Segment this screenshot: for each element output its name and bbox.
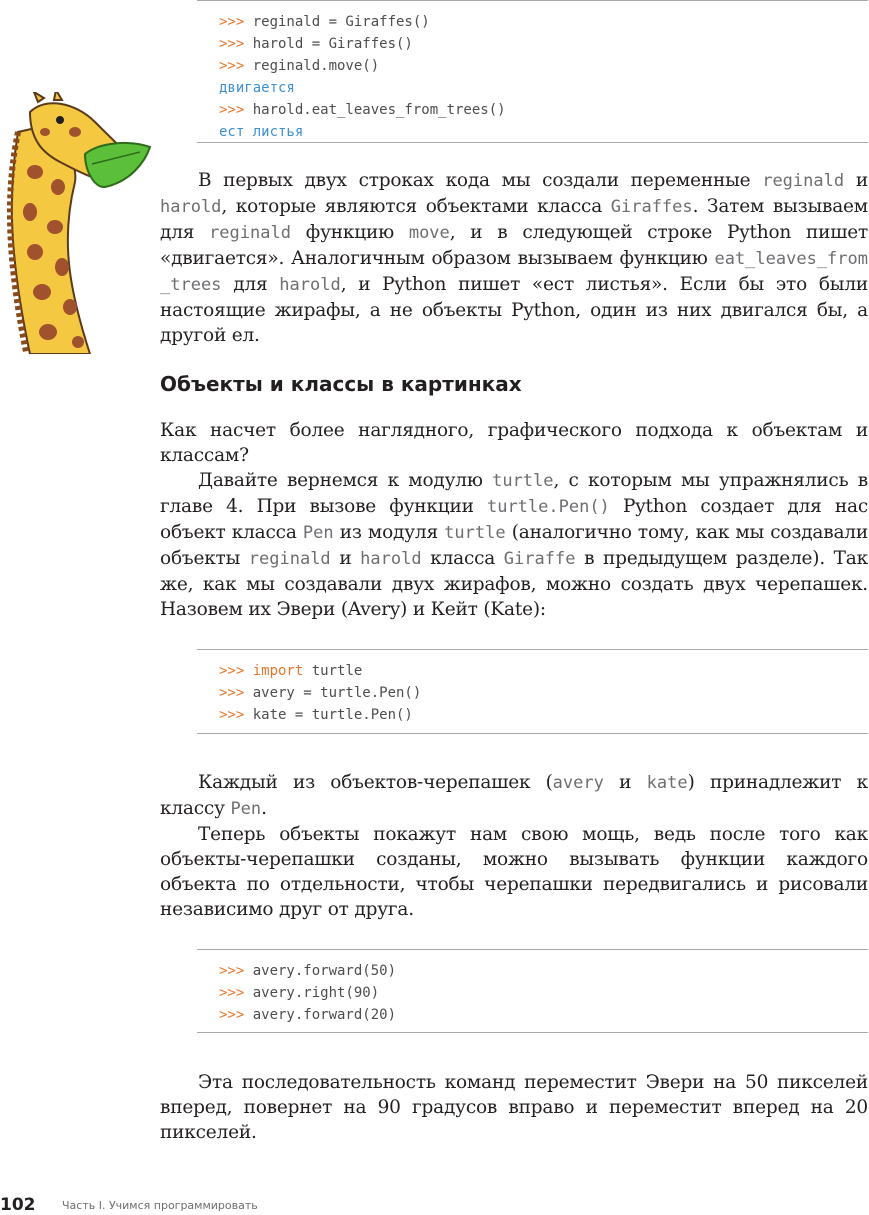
text: из модуля bbox=[333, 522, 445, 543]
text: , с которым мы упражнялись в главе 4. При вызове функции bbox=[160, 470, 868, 517]
code-output-line bbox=[197, 77, 868, 99]
code-text: kate = turtle.Pen() bbox=[252, 707, 413, 723]
inline-code: harold bbox=[160, 197, 222, 217]
code-prompt: >>> bbox=[219, 985, 253, 1001]
inline-code: turtle.Pen() bbox=[486, 497, 610, 517]
code-prompt: >>> bbox=[219, 58, 253, 74]
text: . Затем вызываем для bbox=[160, 196, 868, 243]
code-line bbox=[197, 55, 868, 77]
inline-code: Pen bbox=[302, 523, 334, 543]
paragraph-pen-class bbox=[160, 770, 868, 822]
code-text: avery.forward(20) bbox=[252, 1007, 397, 1023]
text: . bbox=[261, 798, 267, 819]
code-keyword: import bbox=[252, 663, 304, 679]
inline-code: avery bbox=[552, 773, 604, 793]
inline-code: harold bbox=[360, 549, 422, 569]
inline-code: kate bbox=[646, 773, 688, 793]
giraffe-illustration bbox=[0, 92, 160, 354]
code-block-giraffes bbox=[197, 0, 868, 143]
code-block-turtle-create bbox=[197, 649, 868, 734]
text: и bbox=[603, 772, 647, 793]
text: для bbox=[221, 274, 280, 295]
code-prompt: >>> bbox=[219, 685, 253, 701]
inline-code: turtle bbox=[444, 523, 506, 543]
code-line bbox=[197, 704, 868, 726]
code-output: двигается bbox=[219, 80, 295, 96]
code-line bbox=[197, 982, 868, 1004]
paragraph-turtle-objects bbox=[160, 770, 868, 922]
page-footer bbox=[0, 1195, 869, 1215]
inline-code: move bbox=[408, 223, 450, 243]
inline-code: turtle bbox=[492, 471, 554, 491]
code-text: harold.eat_leaves_from_trees() bbox=[252, 102, 506, 118]
code-line bbox=[197, 660, 868, 682]
code-prompt: >>> bbox=[219, 707, 253, 723]
code-output-line bbox=[197, 121, 868, 143]
code-text: reginald = Giraffes() bbox=[252, 14, 430, 30]
page-number: 102 bbox=[0, 1195, 36, 1215]
paragraph-turtle-module bbox=[160, 468, 868, 622]
code-text: avery = turtle.Pen() bbox=[252, 685, 422, 701]
inline-code: Giraffes bbox=[610, 197, 693, 217]
code-prompt: >>> bbox=[219, 963, 253, 979]
text: Каждый из объектов-черепашек ( bbox=[198, 772, 553, 793]
running-footer: Часть I. Учимся программировать bbox=[62, 1199, 258, 1212]
code-line bbox=[197, 99, 868, 121]
code-output: ест листья bbox=[219, 124, 304, 140]
code-block-turtle-move bbox=[197, 949, 868, 1033]
code-line bbox=[197, 1004, 868, 1026]
code-text: avery.right(90) bbox=[252, 985, 380, 1001]
code-line bbox=[197, 960, 868, 982]
code-prompt: >>> bbox=[219, 36, 253, 52]
inline-code: eat_leaves_from_trees bbox=[160, 249, 868, 295]
text: и bbox=[330, 548, 361, 569]
code-prompt: >>> bbox=[219, 1007, 253, 1023]
paragraph-text: Эта последовательность команд переместит Эвери на 50 пикселей вперед, повернет на 90 градусов вправо и переместит вперед на 20 пикселей. bbox=[160, 1072, 868, 1143]
section-heading: Объекты и классы в картинках bbox=[160, 372, 522, 396]
paragraph-objects-power: Теперь объекты покажут нам свою мощь, ведь после того как объекты-черепашки созданы, можно вызывать функции каждого объекта по отдельности, чтобы черепашки передвигались и рисовали независимо друг от друга. bbox=[160, 824, 868, 920]
text: , и в следующей строке Python пишет «двигается». Аналогичным образом вызываем функцию bbox=[160, 222, 868, 269]
inline-code: harold bbox=[279, 275, 341, 295]
code-text: harold = Giraffes() bbox=[252, 36, 413, 52]
code-prompt: >>> bbox=[219, 14, 253, 30]
code-line bbox=[197, 682, 868, 704]
code-prompt: >>> bbox=[219, 102, 253, 118]
text: и bbox=[844, 170, 869, 191]
text: , которые являются объектами класса bbox=[221, 196, 611, 217]
code-prompt: >>> bbox=[219, 663, 253, 679]
inline-code: reginald bbox=[248, 549, 331, 569]
inline-code: Pen bbox=[230, 799, 262, 819]
text: Python создает для нас объект класса bbox=[160, 496, 868, 543]
paragraph-turtle-intro bbox=[160, 418, 868, 622]
text: , и Python пишет «ест листья». Если бы это были настоящие жирафы, а не объекты Python, один из них двигался бы, а другой ел. bbox=[160, 274, 868, 346]
paragraph-move-sequence bbox=[160, 1070, 868, 1145]
code-text: turtle bbox=[303, 663, 363, 679]
text: в предыдущем разделе). Так же, как мы создавали двух жирафов, можно создать двух черепашек. Назовем их Эвери (Avery) и Кейт (Kate): bbox=[160, 548, 869, 620]
inline-code: reginald bbox=[762, 171, 845, 191]
paragraph-question: Как насчет более наглядного, графического подхода к объектам и классам? bbox=[160, 420, 868, 466]
code-text: reginald.move() bbox=[252, 58, 380, 74]
text: В первых двух строках кода мы создали переменные bbox=[198, 170, 763, 191]
code-text: avery.forward(50) bbox=[252, 963, 397, 979]
text: (аналогично тому, как мы создавали объекты bbox=[160, 522, 868, 569]
code-line bbox=[197, 33, 868, 55]
text: Давайте вернемся к модулю bbox=[198, 470, 493, 491]
inline-code: Giraffe bbox=[503, 549, 576, 569]
text: класса bbox=[421, 548, 504, 569]
code-line bbox=[197, 11, 868, 33]
inline-code: reginald bbox=[209, 223, 291, 243]
text: ) принадлежит к классу bbox=[160, 772, 868, 819]
text: функцию bbox=[290, 222, 409, 243]
paragraph-giraffes-explanation bbox=[160, 168, 868, 348]
